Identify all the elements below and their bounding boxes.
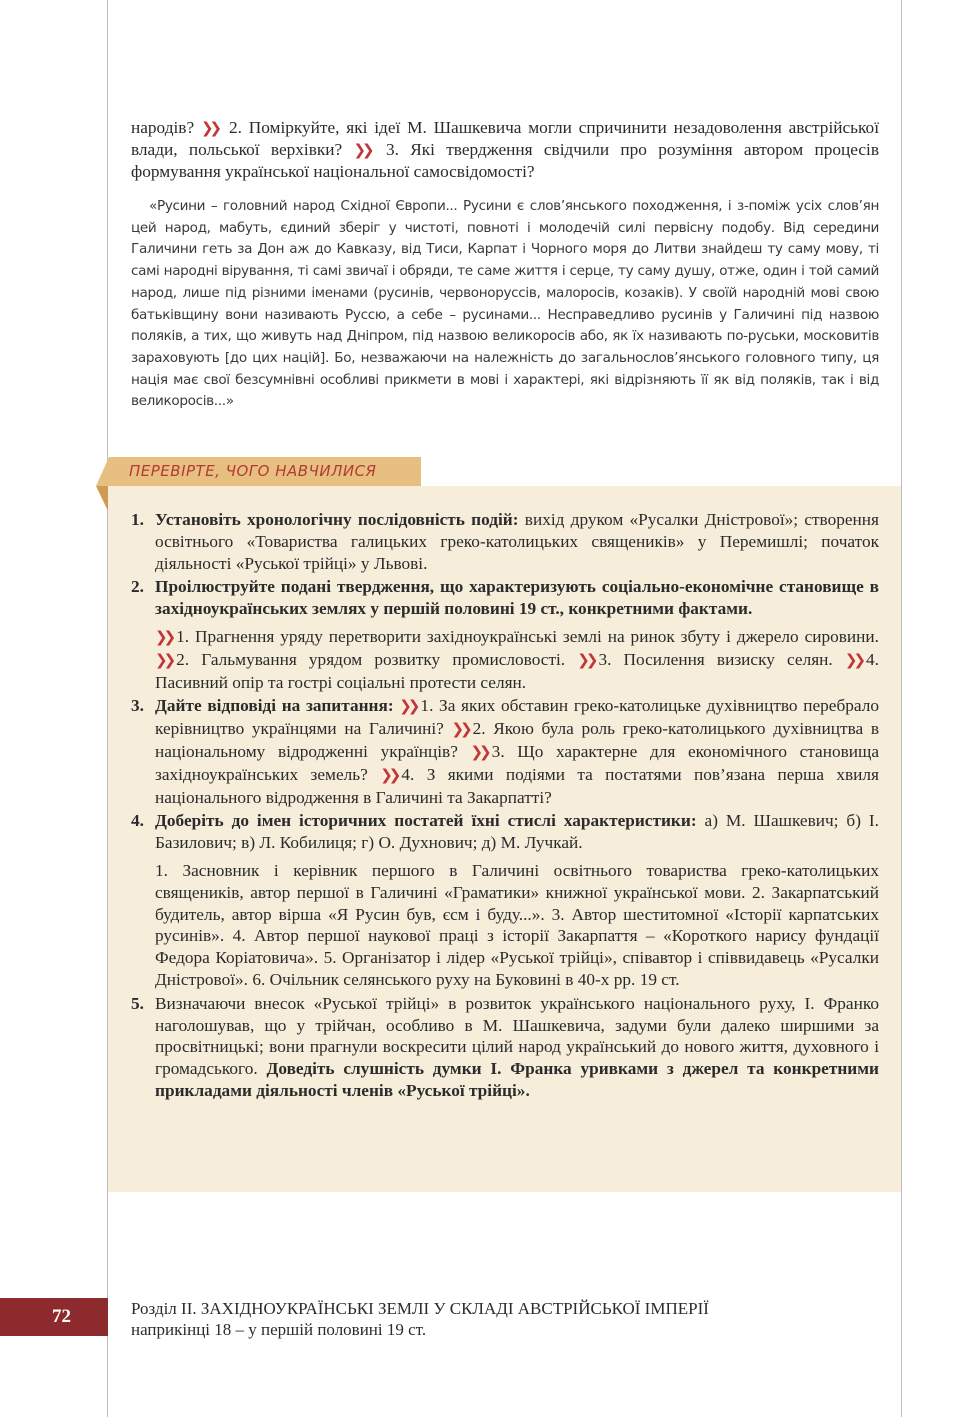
review-section-title: ПЕРЕВІРТЕ, ЧОГО НАВЧИЛИСЯ <box>129 462 377 480</box>
source-quote: «Русини – головний народ Східної Європи... Русини є слов’янського походження, і з-поміж усіх слов’ян цей народ, мабуть, єдиний зберіг у чистоті, повноті і молодечій силі первісну подобу. Від середини Галичини геть за Дон аж до Кавказу, від Тиси, Карпат і Чорного моря до Литви знайдеш ту саму мову, ті самі народні вірування, ті самі звичаї і обряди, те саме життя і серце, ту саму душу, отже, один і той самий народ, лише під різними іменами (русинів, червоноруссів, малоросів, козаків). У своїй народній мові свою батьківщину вони називають Руссю, а себе – русинами... Несправедливо русинів у Галичині під назвою поляків, а тих, що живуть над Дніпром, під назвою великоросів або, як їх називають по-руськи, московитів зараховують [до цих націй]. Бо, незважаючи на належність до загальнослов’янського головного типу, ця нація має свої безсумнівні особливі прикмети в мові і характері, які відрізняють її як від поляків, так і від великоросів...» <box>131 198 879 410</box>
intro-questions <box>131 117 879 183</box>
task-text: Визначаючи внесок «Руської трійці» в розвиток українського національного руху, І. Франко наголошував, що у трійчан, особливо в М. Шашкевича, задуми були далеко ширшими за просвітницькі; вони прагнули воскресити цілий народ український до нового життя, духовного і громадського. <box>155 993 879 1079</box>
page-number: 72 <box>52 1306 71 1327</box>
task-number: 3. <box>131 696 144 716</box>
question-marker-icon: ❯❯ <box>399 697 417 716</box>
task-5 <box>131 993 879 1102</box>
question-2: 2. Якою була роль греко-католицького духівництва в національному відродженні українців? <box>155 719 879 761</box>
task-instruction: Доведіть слушність думки І. Франка уривками з джерел та конкретними прикладами діяльності членів «Руської трійці». <box>155 1059 879 1100</box>
question-3: 3. Що характерне для економічного становища західноукраїнських земель? <box>155 741 879 784</box>
task-number: 4. <box>131 811 144 831</box>
question-marker-icon: ❯❯ <box>155 650 173 669</box>
review-task-list <box>131 509 879 1104</box>
running-footer <box>131 1298 891 1340</box>
intro-text-1: народів? <box>131 118 195 137</box>
question-1: 1. За яких обставин греко-католицьке духівництво перебрало керівництво українцями на Галичині? <box>155 696 879 739</box>
task-instruction: Дайте відповіді на запитання: <box>155 696 394 716</box>
question-marker-icon: ❯❯ <box>470 742 488 761</box>
task-characteristics: 1. Засновник і керівник першого в Галичині освітнього товариства греко-католицьких священиків, автор першої в Галичині «Граматики» книжної української мови. 2. Закарпатський будитель, автор вірша «Я Русин був, єсм і буду...». 3. Автор шеститомної «Історії карпатських русинів». 4. Автор першої наукової праці з історії Закарпаття – «Короткого нарису фундації Федора Коріатовича». 5. Організатор і лідер «Руської трійці», співавтор і співвидавець «Русалки Дністрової». 6. Очільник селянського руху на Буковині в 40-х рр. 19 ст. <box>155 860 879 989</box>
question-marker-icon: ❯❯ <box>155 627 173 646</box>
intro-text-2: 2. Поміркуйте, які ідеї М. Шашкевича могли спричинити незадоволення австрійської влади, польської верхівки? <box>131 118 879 159</box>
footer-line-1: Розділ ІІ. ЗАХІДНОУКРАЇНСЬКІ ЗЕМЛІ У СКЛАДІ АВСТРІЙСЬКОЇ ІМПЕРІЇ <box>131 1299 709 1318</box>
statement-2: 2. Гальмування урядом розвитку промисловості. <box>176 649 566 669</box>
task-number: 1. <box>131 510 144 529</box>
question-marker-icon: ❯❯ <box>200 119 219 137</box>
footer-line-2: наприкінці 18 – у першій половині 19 ст. <box>131 1320 427 1339</box>
question-4: 4. З якими подіями та постатями пов’язана перша хвиля національного відродження в Галичині та Закарпатті? <box>155 764 879 807</box>
question-marker-icon: ❯❯ <box>844 650 863 669</box>
task-instruction: Доберіть до імен історичних постатей їхні стислі характеристики: <box>155 811 697 831</box>
task-number: 2. <box>131 577 144 597</box>
task-number: 5. <box>131 993 144 1013</box>
task-instruction: Установіть хронологічну послідовність подій: <box>155 510 519 529</box>
task-4 <box>131 810 879 990</box>
right-margin-line <box>901 0 902 1417</box>
question-marker-icon: ❯❯ <box>451 720 469 739</box>
task-text: а) М. Шашкевич; б) І. Базилович; в) Л. Кобилиця; г) О. Духнович; д) М. Лучкай. <box>155 811 879 853</box>
task-text: вихід друком «Русалки Дністрової»; створення освітнього «Товариства галицьких греко-католицьких священиків» у Перемишлі; початок діяльності «Руської трійці» у Львові. <box>155 510 879 573</box>
task-instruction: Проілюструйте подані твердження, що характеризують соціально-економічне становище в західноукраїнських землях у першій половині 19 ст., конкретними фактами. <box>155 577 879 619</box>
question-marker-icon: ❯❯ <box>380 765 398 784</box>
statement-4: 4. Пасивний опір та гострі соціальні протести селян. <box>155 649 879 692</box>
statement-1: 1. Прагнення уряду перетворити західноукраїнські землі на ринок збуту і джерело сировини. <box>176 626 879 646</box>
statement-3: 3. Посилення визиску селян. <box>598 649 833 669</box>
intro-text-3: 3. Які твердження свідчили про розуміння автором процесів формування української національної самосвідомості? <box>131 140 879 181</box>
task-statements <box>155 626 879 693</box>
question-marker-icon: ❯❯ <box>353 141 371 159</box>
task-1 <box>131 509 879 574</box>
task-2 <box>131 576 879 693</box>
question-marker-icon: ❯❯ <box>577 650 595 669</box>
task-3 <box>131 695 879 808</box>
